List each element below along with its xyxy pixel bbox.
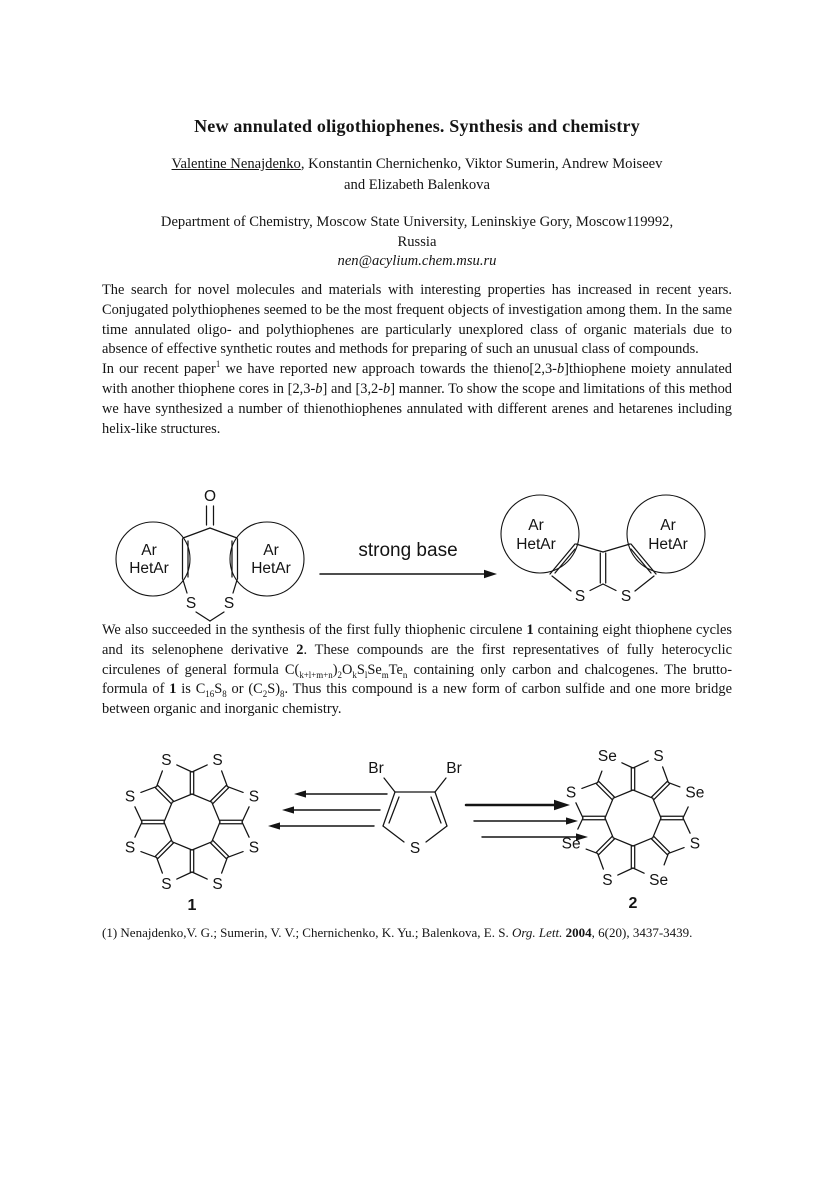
compound-ref: 2 <box>296 641 304 658</box>
sulfur-label: S <box>223 595 235 612</box>
formula-subscript: 16 <box>205 689 215 700</box>
atom-label: S <box>124 839 136 857</box>
journal-year: 2004 <box>565 925 592 940</box>
product-structure <box>478 490 728 630</box>
text-segment: We also succeeded in the synthesis of the first fully thiophenic circulene <box>102 622 527 638</box>
br-label: Br <box>446 760 462 777</box>
hetar-label: HetAr <box>129 560 169 577</box>
text-segment: containing eight thiophene cycles and its selenophene derivative <box>102 622 732 658</box>
text-segment: In our recent paper <box>102 361 216 378</box>
sulfur-label: S <box>620 588 632 605</box>
bond-lines <box>383 778 447 842</box>
atom-label: S <box>248 839 260 857</box>
text-segment: , 6(20), 3437-3439. <box>591 925 693 940</box>
authors-rest: , Konstantin Chernichenko, Viktor Sumerin, Andrew Moiseev <box>300 156 663 172</box>
atom-label: Se <box>561 835 581 853</box>
authors-block <box>0 154 834 195</box>
text-segment: S <box>214 681 223 698</box>
formula-subscript: 8 <box>279 689 285 700</box>
text-segment: or (C <box>226 681 263 698</box>
ar-label: Ar <box>141 542 157 559</box>
arrowhead-left-icon <box>294 790 306 797</box>
email-address: nen@acylium.chem.msu.ru <box>337 253 497 269</box>
atom-label: Se <box>685 784 705 802</box>
text-segment: containing only carbon and chalcogenes. The brutto-formula of <box>102 661 732 698</box>
text-segment: ) <box>332 661 338 678</box>
hetar-label: HetAr <box>516 536 556 553</box>
reference-footnote <box>102 924 732 943</box>
reactant-structure <box>103 483 318 633</box>
reaction-condition-label: strong base <box>358 540 458 561</box>
text-segment: b <box>556 361 565 378</box>
formula-subscript: 2 <box>262 689 268 700</box>
paper-title: New annulated oligothiophenes. Synthesis and chemistry <box>194 116 640 136</box>
atom-label: S <box>565 784 577 802</box>
sulfur-label: S <box>185 595 197 612</box>
reaction-arrow <box>318 538 503 584</box>
text-segment: b <box>383 380 391 397</box>
authors-line-2: and Elizabeth Balenkova <box>344 176 490 193</box>
ar-label: Ar <box>528 517 544 534</box>
atom-label: S <box>124 788 136 806</box>
ar-label: Ar <box>660 517 676 534</box>
text-segment: b <box>315 380 323 397</box>
atom-label: S <box>212 752 223 770</box>
text-segment: we have reported new approach towards the thieno[2,3- <box>220 361 557 378</box>
affiliation-block <box>0 212 834 252</box>
paragraph-method <box>102 360 732 439</box>
formula-subscript: l <box>364 669 368 680</box>
text-segment: . These compounds are the first representatives of fully heterocyclic circulenes of general formula C( <box>102 641 732 678</box>
author-name-underlined: Valentine Nenajdenko <box>171 156 301 172</box>
formula-subscript: 8 <box>222 689 227 700</box>
ar-label: Ar <box>263 542 279 559</box>
paragraph-intro <box>102 281 732 360</box>
br-label: Br <box>368 760 384 777</box>
affiliation-line-2: Russia <box>397 234 437 250</box>
text-segment: (1) Nenajdenko,V. G.; Sumerin, V. V.; Chernichenko, K. Yu.; Balenkova, E. S. <box>102 925 512 940</box>
text-segment: ] manner. To show the scope and limitations of this method we have synthesized a number of thienothiophenes annulated with different arenes and hetarenes including helix-like structures. <box>102 380 732 437</box>
atom-label: S <box>689 835 701 853</box>
bond-lines <box>135 765 249 879</box>
atom-label: Se <box>649 871 669 889</box>
text-segment: is C <box>176 681 206 698</box>
text-segment: ]thiophene moiety annulated with another thiophene cores in [2,3- <box>102 361 732 397</box>
compound-ref: 1 <box>526 622 534 638</box>
journal-name: Org. Lett. <box>511 925 563 940</box>
atom-label: Se <box>597 748 617 766</box>
compound-ref: 1 <box>169 681 177 698</box>
carbonyl-o-label: O <box>203 488 217 505</box>
formula-subscript: k <box>352 669 357 680</box>
paragraph-circulenes-text <box>102 621 732 720</box>
text-segment: Se <box>367 661 382 678</box>
formula-subscript: n <box>402 669 408 680</box>
formula-subscript: m <box>381 669 389 680</box>
body-text <box>102 281 732 439</box>
atom-label: S <box>653 748 664 766</box>
paragraph-circulenes <box>102 621 732 720</box>
affiliation-line-1: Department of Chemistry, Moscow State University, Leninskiye Gory, Moscow119992, <box>160 214 674 230</box>
text-segment: O <box>341 661 353 678</box>
atom-label: S <box>602 871 613 889</box>
arrowhead-left-icon <box>268 822 280 829</box>
bond-lines <box>576 761 690 875</box>
atom-label: S <box>248 788 260 806</box>
compound-number-2: 2 <box>628 895 638 912</box>
text-segment: S <box>356 661 365 678</box>
hetar-label: HetAr <box>251 560 291 577</box>
sulfur-label: S <box>409 840 421 857</box>
arrowhead-left-icon <box>282 806 294 813</box>
formula-subscript: 2 <box>337 669 342 680</box>
sulfur-label: S <box>574 588 586 605</box>
text-segment: Te <box>388 661 403 678</box>
atom-label: S <box>212 875 223 893</box>
reference-superscript: 1 <box>215 359 221 370</box>
circulene-2-structure <box>541 732 731 922</box>
formula-subscript: k+l+m+n <box>299 669 333 680</box>
text-segment: . Thus this compound is a new form of carbon sulfide and one more bridge between organic and inorganic chemistry. <box>102 681 732 718</box>
text-segment: ] and [3,2- <box>322 380 384 397</box>
text-segment: S) <box>267 681 280 698</box>
text-segment: The search for novel molecules and materials with interesting properties has increased in recent years. Conjugated polythiophenes seemed to be the most frequent objects of investigation among them. In the same time annulated oligo- and polythiophenes are particularly unexplored class of organic materials due to absence of effective synthetic routes and methods for preparing of such an unusual class of compounds. <box>102 282 732 358</box>
atom-label: S <box>161 752 172 770</box>
atom-label: S <box>161 875 172 893</box>
compound-number-1: 1 <box>187 897 197 914</box>
hetar-label: HetAr <box>648 536 688 553</box>
